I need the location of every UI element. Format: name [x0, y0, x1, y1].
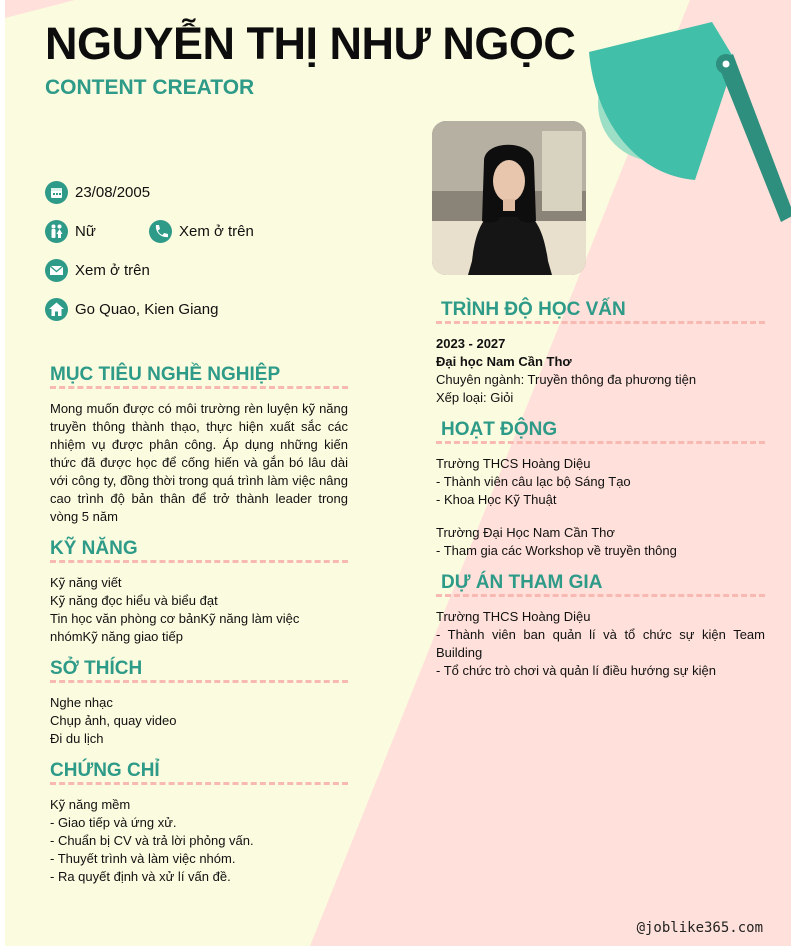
activities-block-1 — [436, 455, 765, 509]
projects-divider — [436, 594, 765, 597]
activity-item: - Khoa Học Kỹ Thuật — [436, 492, 557, 507]
gender-row — [45, 220, 96, 243]
birthday-value: 23/08/2005 — [75, 184, 151, 201]
hobby-item: Nghe nhạc — [50, 695, 113, 710]
skills-list — [50, 574, 348, 646]
activity-item: - Tham gia các Workshop về truyền thông — [436, 543, 677, 558]
certificate-item: Kỹ năng mềm — [50, 797, 131, 812]
project-item: - Thành viên ban quản lí và tổ chức sự kiện Team Building — [436, 627, 765, 660]
gender-value: Nữ — [75, 223, 96, 240]
education-heading: TRÌNH ĐỘ HỌC VẤN — [441, 299, 626, 320]
certificates-heading: CHỨNG CHỈ — [50, 760, 160, 781]
education-block — [436, 335, 765, 407]
projects-heading: DỰ ÁN THAM GIA — [441, 572, 603, 593]
home-icon — [45, 298, 68, 321]
objective-divider — [50, 386, 348, 389]
certificate-item: - Thuyết trình và làm việc nhóm. — [50, 851, 236, 866]
certificates-list — [50, 796, 348, 886]
certificate-item: - Ra quyết định và xử lí vấn đề. — [50, 869, 231, 884]
hobby-item: Đi du lịch — [50, 731, 104, 746]
cv-page — [5, 0, 791, 946]
education-period: 2023 - 2027 — [436, 336, 506, 351]
skills-heading: KỸ NĂNG — [50, 538, 138, 559]
hobbies-divider — [50, 680, 348, 683]
education-major: Chuyên ngành: Truyền thông đa phương tiện — [436, 372, 697, 387]
activities-block-2 — [436, 524, 765, 560]
certificate-item: - Giao tiếp và ứng xử. — [50, 815, 177, 830]
hobbies-list — [50, 694, 348, 748]
skill-item: Kỹ năng viết — [50, 575, 122, 590]
hobbies-heading: SỞ THÍCH — [50, 658, 143, 679]
phone-row — [149, 220, 254, 243]
activity-item: Trường THCS Hoàng Diệu — [436, 456, 591, 471]
lamp-joint-dot — [723, 61, 730, 68]
skill-item: Kỹ năng đọc hiểu và biểu đạt — [50, 593, 218, 608]
watermark: @joblike365.com — [636, 920, 763, 936]
activity-item: Trường Đại Học Nam Cần Thơ — [436, 525, 615, 540]
skills-divider — [50, 560, 348, 563]
address-row — [45, 298, 218, 321]
education-divider — [436, 321, 765, 324]
project-item: Trường THCS Hoàng Diệu — [436, 609, 591, 624]
gender-icon — [45, 220, 68, 243]
phone-icon — [149, 220, 172, 243]
skill-item: Tin học văn phòng cơ bảnKỹ năng làm việc nhómKỹ năng giao tiếp — [50, 611, 300, 644]
birthday-row — [45, 181, 150, 204]
activities-heading: HOẠT ĐỘNG — [441, 419, 558, 440]
address-value: Go Quao, Kien Giang — [75, 301, 219, 318]
email-value: Xem ở trên — [75, 262, 150, 279]
objective-text: Mong muốn được có môi trường rèn luyện kỹ năng truyền thông thành thạo, thực hiện xuất sắc các nhiệm vụ được phân công. Áp dụng những kiến thức đã được học để cống hiến và gắn bó lâu dài với công ty, đồng thời trong quá trình làm việc nâng cao trình độ bản thân để trở thành leader trong vòng 5 năm — [50, 401, 348, 524]
objective-heading: MỤC TIÊU NGHỀ NGHIỆP — [50, 364, 281, 385]
corner-pink-shape — [5, 0, 75, 18]
calendar-icon — [45, 181, 68, 204]
education-school: Đại học Nam Cần Thơ — [436, 354, 572, 369]
phone-value: Xem ở trên — [179, 223, 254, 240]
activity-item: - Thành viên câu lạc bộ Sáng Tạo — [436, 474, 631, 489]
projects-list — [436, 608, 765, 680]
candidate-name: NGUYỄN THỊ NHƯ NGỌC — [45, 18, 576, 69]
portrait-illustration — [432, 121, 586, 275]
certificates-divider — [50, 782, 348, 785]
email-icon — [45, 259, 68, 282]
hobby-item: Chụp ảnh, quay video — [50, 713, 177, 728]
email-row — [45, 259, 150, 282]
activities-divider — [436, 441, 765, 444]
education-rank: Xếp loại: Giỏi — [436, 390, 514, 405]
job-title: CONTENT CREATOR — [45, 76, 255, 99]
project-item: - Tổ chức trò chơi và quản lí điều hướng sự kiện — [436, 663, 716, 678]
certificate-item: - Chuẩn bị CV và trả lời phỏng vấn. — [50, 833, 254, 848]
profile-photo — [432, 121, 586, 275]
